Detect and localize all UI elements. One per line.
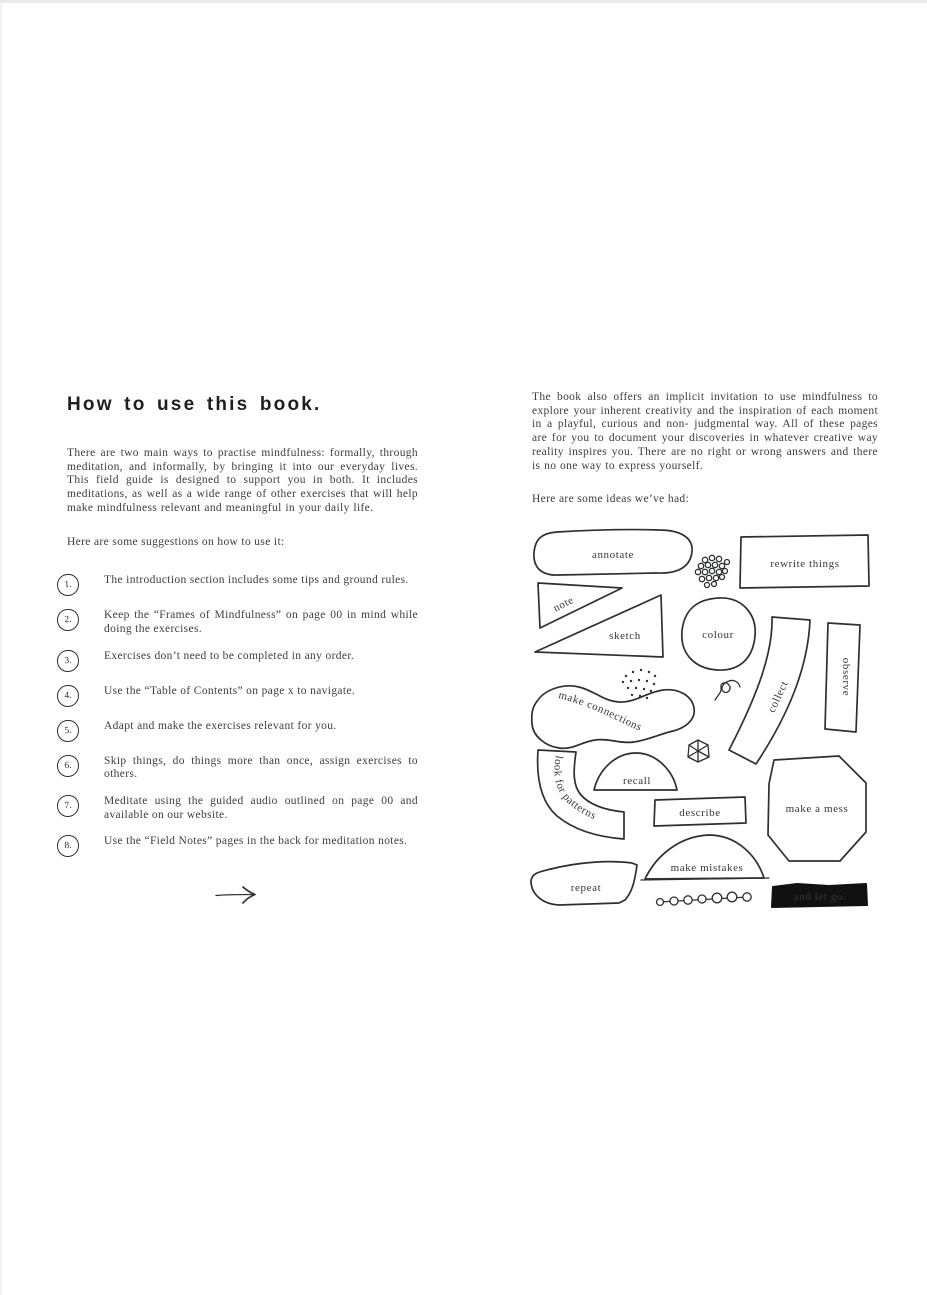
item-text: Keep the “Frames of Mindfulness” on page 00 in mind while doing the exercises. (104, 609, 418, 635)
doodle-make-mistakes (641, 835, 769, 880)
doodle-annotate (534, 530, 692, 575)
right-intro-paragraph: The book also offers an implicit invitation to use mindfulness to explore your inherent creativity and the inspiration of each moment in a playful, curious and non- judgmental way. All of these pages are for you to document your discoveries in whatever creative way reality inspires you. There are no right or wrong answers and there is no one way to express yourself. (532, 391, 878, 472)
ideas-lead: Here are some ideas we’ve had: (532, 493, 690, 506)
suggestions-lead: Here are some suggestions on how to use it: (67, 535, 285, 548)
item-number-badge: 5. (56, 719, 79, 742)
doodle-make-a-mess (768, 756, 866, 861)
svg-text:make a mess: make a mess (785, 803, 849, 815)
dots-cluster-icon (622, 669, 656, 699)
svg-text:colour: colour (702, 629, 734, 641)
item-text: The introduction section includes some tips and ground rules. (104, 574, 409, 587)
item-number-badge: 1. (56, 573, 79, 596)
chain-links-icon (657, 892, 752, 905)
doodle-colour (682, 598, 755, 670)
doodle-collect (729, 617, 810, 764)
item-text: Use the “Table of Contents” on page x to navigate. (104, 684, 356, 697)
doodle-repeat (531, 862, 637, 905)
item-text: Skip things, do things more than once, assign exercises to others. (104, 754, 418, 781)
doodle-look-for-patterns (538, 750, 624, 839)
doodle-make-connections (532, 686, 694, 748)
left-intro-paragraph: There are two main ways to practise mindfulness: formally, through meditation, and informally, by bringing it into our everyday lives. This field guide is designed to support you in both. It includes meditations, as well as a wide range of other exercises that will help make mindfulness relevant and meaningful in your daily life. (67, 447, 418, 514)
item-number-badge: 2. (56, 608, 79, 631)
item-number-badge: 6. (56, 754, 79, 777)
item-number-badge: 3. (56, 649, 79, 672)
list-item (57, 685, 418, 707)
doodle-and-let-go (772, 884, 867, 907)
squiggle-icon (715, 680, 740, 700)
svg-text:and let go.: and let go. (793, 891, 847, 903)
svg-text:observe: observe (840, 657, 852, 697)
svg-text:note: note (551, 594, 576, 615)
doodle-rewrite-things (740, 535, 869, 588)
item-number-badge: 4. (56, 684, 79, 707)
svg-text:make connections: make connections (557, 689, 644, 734)
left-page-column (64, 394, 418, 911)
item-text: Adapt and make the exercises relevant for you. (104, 719, 337, 732)
right-arrow-icon (214, 884, 418, 911)
list-item (57, 650, 418, 672)
list-item (57, 755, 418, 782)
svg-text:annotate: annotate (591, 549, 635, 561)
svg-text:describe: describe (679, 807, 721, 819)
svg-text:rewrite things: rewrite things (770, 558, 840, 570)
svg-text:make mistakes: make mistakes (670, 862, 744, 874)
suggestions-list (57, 574, 418, 857)
item-number-badge: 7. (56, 794, 79, 817)
item-text: Meditate using the guided audio outlined on page 00 and available on our website. (104, 795, 418, 821)
gem-hexagon-icon (688, 740, 709, 762)
svg-text:recall: recall (622, 775, 652, 787)
item-text: Exercises don’t need to be completed in any order. (104, 649, 355, 662)
ideas-doodle-board (529, 524, 881, 916)
list-item (57, 835, 418, 857)
doodle-observe (825, 623, 860, 732)
flower-cluster-icon (695, 555, 729, 587)
svg-text:collect: collect (765, 679, 791, 715)
svg-text:sketch: sketch (609, 630, 641, 642)
list-item (57, 720, 418, 742)
svg-text:repeat: repeat (570, 882, 602, 894)
doodle-describe (654, 797, 746, 826)
list-item (57, 795, 418, 822)
doodle-recall (594, 753, 677, 790)
svg-text:look for patterns: look for patterns (551, 754, 599, 823)
list-item (57, 574, 418, 596)
list-item (57, 609, 418, 636)
item-text: Use the “Field Notes” pages in the back for meditation notes. (104, 835, 408, 848)
page-title: How to use this book. (67, 394, 322, 415)
right-page-column (532, 391, 878, 507)
doodle-note (538, 583, 622, 628)
item-number-badge: 8. (56, 835, 79, 858)
